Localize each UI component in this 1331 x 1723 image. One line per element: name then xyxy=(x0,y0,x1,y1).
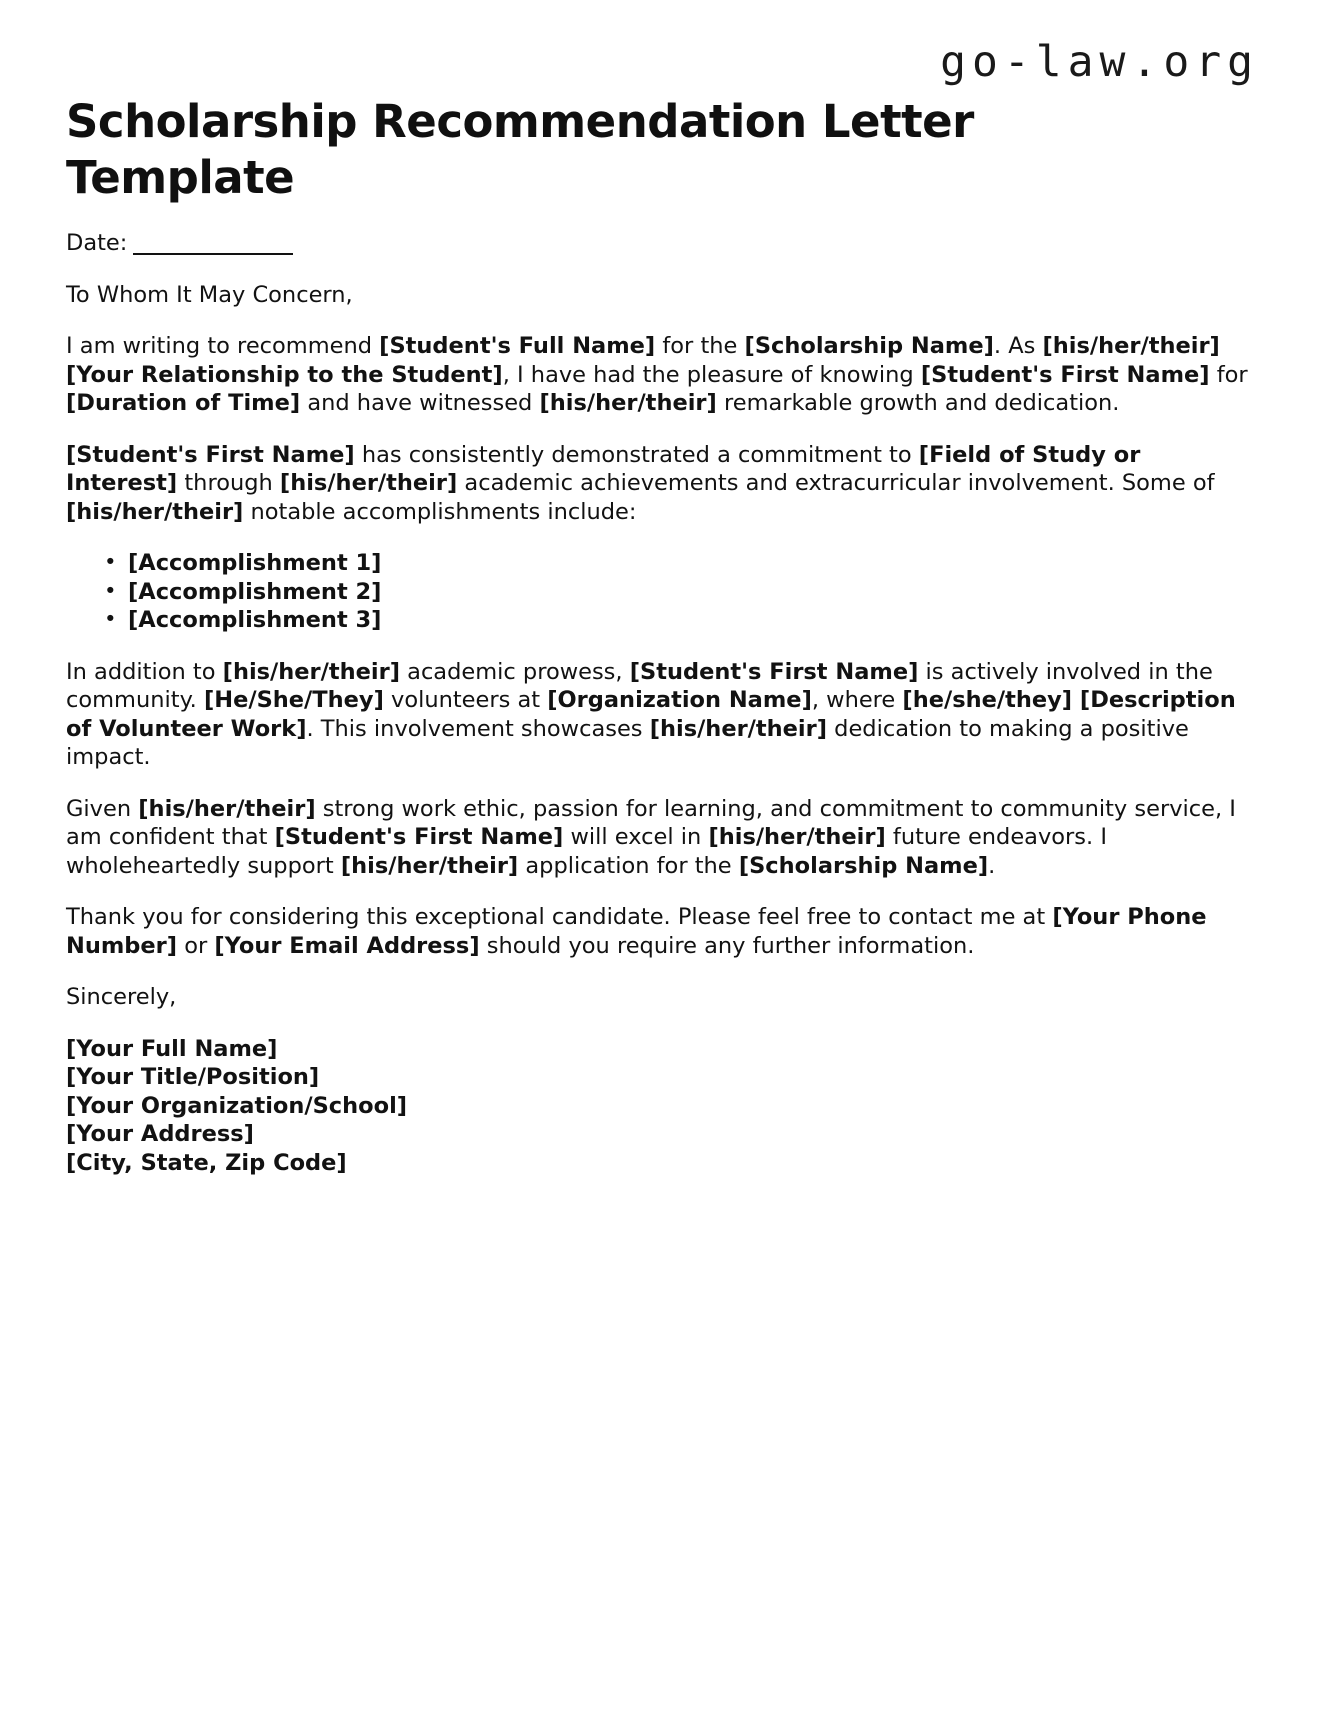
accomplishment-item: • [Accomplishment 2] xyxy=(128,578,1259,607)
paragraph: [Student's First Name] has consistently demonstrated a commitment to [Field of Study or Interest] through [his/her/their] academic achievements and extracurricular involvement. Some of [his/her/their] notable accomplishments include: xyxy=(66,441,1215,525)
placeholder-field: [his/her/their] xyxy=(539,390,717,416)
placeholder-field: [his/her/their] [Your Relationship to the Student] xyxy=(66,333,1220,388)
placeholder-field: [Student's Full Name] xyxy=(379,333,656,359)
placeholder-field: [Your Email Address] xyxy=(214,932,480,959)
paragraph: Given [his/her/their] strong work ethic, passion for learning, and commitment to community service, I am confident that [Student's First Name] will excel in [his/her/their] future endeavors. I wholeheartedly support [his/her/their] application for the [Scholarship Name]. xyxy=(66,795,1236,879)
placeholder-field: [Student's First Name] xyxy=(274,824,564,850)
signature-block xyxy=(66,1035,1259,1178)
body-paragraphs-before-list xyxy=(66,332,1259,526)
placeholder-field: [his/her/their] xyxy=(222,658,400,685)
placeholder-field: [his/her/their] xyxy=(279,470,458,496)
placeholder-field: [Student's First Name] xyxy=(66,441,355,468)
placeholder-field: [his/her/their] xyxy=(138,795,316,822)
accomplishment-item: • [Accomplishment 3] xyxy=(128,606,1259,635)
placeholder-field: [Duration of Time] xyxy=(66,390,301,416)
site-logo: go-law.org xyxy=(940,37,1259,87)
signature-line: [Your Organization/School] xyxy=(66,1092,408,1119)
paragraph: Thank you for considering this exceptional candidate. Please feel free to contact me at [Your Phone Number] or [Your Email Address] should you require any further information. xyxy=(66,904,1207,959)
placeholder-field: [Student's First Name] xyxy=(920,361,1210,388)
placeholder-field: [Your Phone Number] xyxy=(66,904,1207,959)
placeholder-field: [Student's First Name] xyxy=(629,658,919,685)
placeholder-field: [Scholarship Name] xyxy=(744,333,994,359)
signature-line: [Your Address] xyxy=(66,1121,254,1147)
placeholder-field: [he/she/they] [Description of Volunteer Work] xyxy=(66,687,1236,742)
signature-line: [Your Full Name] xyxy=(66,1035,278,1062)
closing: Sincerely, xyxy=(66,984,177,1010)
page-title: Scholarship Recommendation Letter Template xyxy=(66,95,974,204)
signature-line: [Your Title/Position] xyxy=(66,1064,320,1090)
placeholder-field: [Scholarship Name] xyxy=(738,852,989,879)
salutation: To Whom It May Concern, xyxy=(66,281,353,308)
accomplishments-list xyxy=(66,549,1259,635)
date-blank-line xyxy=(133,231,293,255)
signature-line: [City, State, Zip Code] xyxy=(66,1149,347,1176)
date-line xyxy=(66,229,1259,258)
placeholder-field: [Field of Study or Interest] xyxy=(66,441,1141,496)
body-paragraphs-after-list xyxy=(66,658,1259,961)
date-label: Date: xyxy=(66,230,128,256)
accomplishment-item: • [Accomplishment 1] xyxy=(128,549,1259,578)
placeholder-field: [Organization Name] xyxy=(547,687,812,713)
placeholder-field: [He/She/They] xyxy=(203,687,384,713)
placeholder-field: [his/her/their] xyxy=(649,715,828,742)
placeholder-field: [his/her/their] xyxy=(66,498,244,525)
placeholder-field: [his/her/their] xyxy=(340,852,519,879)
paragraph: In addition to [his/her/their] academic prowess, [Student's First Name] is actively involved in the community. [He/She/They] volunteers at [Organization Name], where [he/she/they] [Description of Volunteer Work]. This involvement showcases [his/her/their] dedication to making a positive impact. xyxy=(66,658,1236,770)
placeholder-field: [his/her/their] xyxy=(708,824,886,850)
paragraph: I am writing to recommend [Student's Full Name] for the [Scholarship Name]. As [his/her/their] [Your Relationship to the Student], I have had the pleasure of knowing [Student's First Name] for [Duration of Time] and have witnessed [his/her/their] remarkable growth and dedication. xyxy=(66,333,1248,416)
